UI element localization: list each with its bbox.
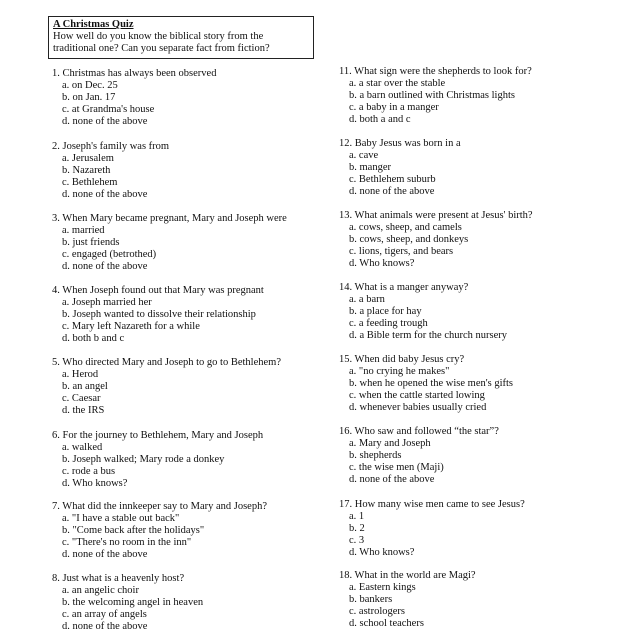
question-15 xyxy=(339,354,619,414)
answer-options xyxy=(339,438,619,486)
answer-option: d. the IRS xyxy=(62,405,105,416)
answer-option: b. cows, sheep, and donkeys xyxy=(349,234,469,245)
answer-options xyxy=(339,150,619,198)
answer-option: c. a feeding trough xyxy=(349,318,428,329)
answer-option: a. Herod xyxy=(62,369,99,380)
question-text: 13. What animals were present at Jesus' birth? xyxy=(339,210,533,221)
answer-option: c. lions, tigers, and bears xyxy=(349,246,454,257)
answer-option: d. whenever babies usually cried xyxy=(349,402,487,413)
answer-option: a. a barn xyxy=(349,294,385,305)
answer-option: a. 1 xyxy=(349,511,365,522)
question-11 xyxy=(339,66,619,126)
answer-option: b. manger xyxy=(349,162,391,173)
answer-options xyxy=(52,369,332,417)
question-3 xyxy=(52,213,332,273)
answer-option: c. 3 xyxy=(349,535,365,546)
answer-option: b. bankers xyxy=(349,594,393,605)
quiz-intro-line-2: traditional one? Can you separate fact from fiction? xyxy=(53,43,270,54)
answer-option: b. 2 xyxy=(349,523,365,534)
answer-option: d. Who knows? xyxy=(62,478,128,489)
answer-option: b. "Come back after the holidays" xyxy=(62,525,205,536)
question-17 xyxy=(339,499,619,559)
answer-options xyxy=(339,366,619,414)
answer-option: b. on Jan. 17 xyxy=(62,92,116,103)
answer-option: d. school teachers xyxy=(349,618,424,629)
answer-option: c. Bethlehem xyxy=(62,177,118,188)
answer-option: a. walked xyxy=(62,442,103,453)
answer-option: d. Who knows? xyxy=(349,258,415,269)
answer-option: d. none of the above xyxy=(62,261,148,272)
answer-option: d. none of the above xyxy=(349,186,435,197)
question-14 xyxy=(339,282,619,342)
question-text: 6. For the journey to Bethlehem, Mary and Joseph xyxy=(52,430,264,441)
answer-option: c. "There's no room in the inn" xyxy=(62,537,192,548)
answer-option: a. on Dec. 25 xyxy=(62,80,118,91)
answer-option: c. a baby in a manger xyxy=(349,102,439,113)
question-4 xyxy=(52,285,332,345)
question-text: 5. Who directed Mary and Joseph to go to Bethlehem? xyxy=(52,357,282,368)
answer-option: a. Jerusalem xyxy=(62,153,114,164)
answer-option: b. the welcoming angel in heaven xyxy=(62,597,204,608)
answer-option: d. Who knows? xyxy=(349,547,415,558)
answer-option: d. none of the above xyxy=(62,621,148,632)
answer-options xyxy=(52,442,332,490)
answer-option: b. Joseph walked; Mary rode a donkey xyxy=(62,454,225,465)
answer-option: b. when he opened the wise men's gifts xyxy=(349,378,514,389)
answer-option: c. engaged (betrothed) xyxy=(62,249,157,260)
question-18 xyxy=(339,570,619,630)
answer-options xyxy=(339,294,619,342)
answer-option: b. Joseph wanted to dissolve their relationship xyxy=(62,309,256,320)
answer-option: a. Joseph married her xyxy=(62,297,152,308)
question-6 xyxy=(52,430,332,490)
question-text: 11. What sign were the shepherds to look for? xyxy=(339,66,532,77)
answer-option: c. Mary left Nazareth for a while xyxy=(62,321,200,332)
question-text: 14. What is a manger anyway? xyxy=(339,282,469,293)
question-1 xyxy=(52,68,332,128)
answer-options xyxy=(339,582,619,630)
answer-option: a. cows, sheep, and camels xyxy=(349,222,462,233)
answer-option: b. shepherds xyxy=(349,450,402,461)
answer-option: c. an array of angels xyxy=(62,609,147,620)
answer-options xyxy=(52,80,332,128)
question-text: 15. When did baby Jesus cry? xyxy=(339,354,465,365)
quiz-title: A Christmas Quiz xyxy=(53,19,134,30)
answer-option: a. cave xyxy=(349,150,379,161)
answer-options xyxy=(52,153,332,201)
answer-option: a. married xyxy=(62,225,105,236)
answer-options xyxy=(339,511,619,559)
answer-option: c. the wise men (Maji) xyxy=(349,462,444,473)
question-text: 17. How many wise men came to see Jesus? xyxy=(339,499,525,510)
question-5 xyxy=(52,357,332,417)
answer-option: c. at Grandma's house xyxy=(62,104,155,115)
quiz-title-box xyxy=(48,16,314,59)
question-text: 4. When Joseph found out that Mary was pregnant xyxy=(52,285,264,296)
question-12 xyxy=(339,138,619,198)
answer-option: b. Nazareth xyxy=(62,165,111,176)
answer-options xyxy=(52,585,332,633)
answer-option: b. just friends xyxy=(62,237,120,248)
answer-option: d. none of the above xyxy=(62,116,148,127)
question-text: 1. Christmas has always been observed xyxy=(52,68,217,79)
answer-option: c. rode a bus xyxy=(62,466,116,477)
answer-option: d. none of the above xyxy=(349,474,435,485)
question-text: 7. What did the innkeeper say to Mary and Joseph? xyxy=(52,501,267,512)
answer-options xyxy=(52,513,332,561)
answer-options xyxy=(52,297,332,345)
question-7 xyxy=(52,501,332,561)
quiz-intro-line-1: How well do you know the biblical story from the xyxy=(53,31,264,42)
answer-option: c. when the cattle started lowing xyxy=(349,390,485,401)
question-text: 16. Who saw and followed “the star”? xyxy=(339,426,499,437)
question-text: 2. Joseph's family was from xyxy=(52,141,170,152)
answer-option: d. none of the above xyxy=(62,549,148,560)
question-2 xyxy=(52,141,332,201)
answer-options xyxy=(52,225,332,273)
answer-option: d. none of the above xyxy=(62,189,148,200)
answer-option: d. both b and c xyxy=(62,333,125,344)
answer-option: b. a place for hay xyxy=(349,306,422,317)
answer-option: a. Eastern kings xyxy=(349,582,416,593)
question-text: 3. When Mary became pregnant, Mary and Joseph were xyxy=(52,213,287,224)
answer-option: c. astrologers xyxy=(349,606,405,617)
answer-option: b. an angel xyxy=(62,381,108,392)
question-16 xyxy=(339,426,619,486)
answer-option: d. a Bible term for the church nursery xyxy=(349,330,508,341)
question-text: 8. Just what is a heavenly host? xyxy=(52,573,185,584)
answer-option: c. Bethlehem suburb xyxy=(349,174,436,185)
answer-option: d. both a and c xyxy=(349,114,411,125)
answer-option: a. a star over the stable xyxy=(349,78,446,89)
answer-option: a. "I have a stable out back" xyxy=(62,513,180,524)
answer-option: a. Mary and Joseph xyxy=(349,438,431,449)
answer-options xyxy=(339,78,619,126)
question-8 xyxy=(52,573,332,633)
question-text: 12. Baby Jesus was born in a xyxy=(339,138,461,149)
answer-option: c. Caesar xyxy=(62,393,101,404)
question-13 xyxy=(339,210,619,270)
answer-option: b. a barn outlined with Christmas lights xyxy=(349,90,515,101)
answer-options xyxy=(339,222,619,270)
question-text: 18. What in the world are Magi? xyxy=(339,570,476,581)
answer-option: a. an angelic choir xyxy=(62,585,139,596)
answer-option: a. "no crying he makes" xyxy=(349,366,450,377)
